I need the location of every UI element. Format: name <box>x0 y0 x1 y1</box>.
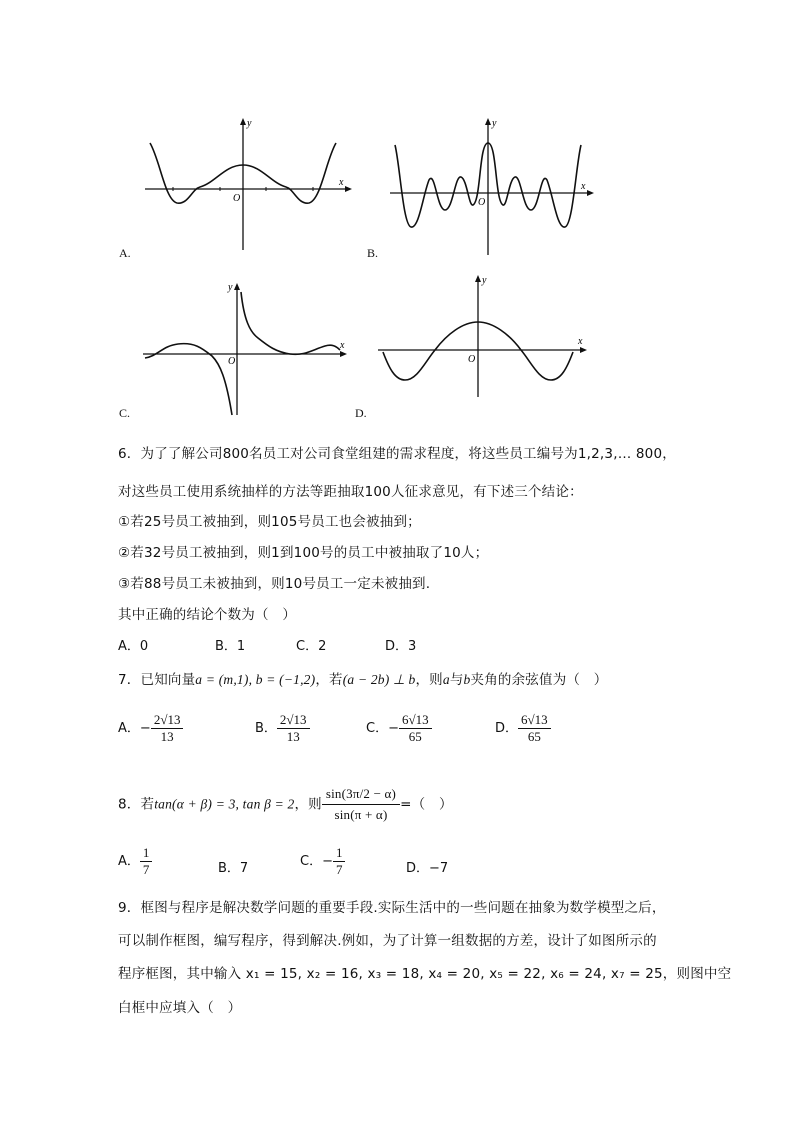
q7-and: 与 <box>449 672 464 688</box>
q8-mid: ，则 <box>294 796 322 813</box>
q8-option-d: D．−7 <box>406 861 449 876</box>
q7-option-a: A．− $\frac{2√13}{13}$ <box>118 712 183 745</box>
y-axis-label: y <box>492 118 497 129</box>
origin-label: O <box>233 193 241 204</box>
graph-a-label: A. <box>119 246 131 260</box>
q6-item1: ①若25号员工被抽到，则105号员工也会被抽到； <box>118 514 421 530</box>
q7-option-c: C．− $\frac{6√13}{65}$ <box>366 712 432 745</box>
y-axis-label: y <box>482 275 487 286</box>
q7-expr1: a = (m,1), b = (−1,2) <box>195 672 316 687</box>
q6-line1: 6．为了了解公司800名员工对公司食堂组建的需求程度，将这些员工编号为1,2,3,… 800， <box>118 446 676 462</box>
y-axis-label: y <box>228 282 233 293</box>
x-axis-label: x <box>340 340 345 351</box>
q7-option-d: D． $\frac{6√13}{65}$ <box>495 712 551 745</box>
q8-prefix: 8．若 <box>118 796 155 813</box>
q9-line2: 可以制作框图，编写程序，得到解决.例如，为了计算一组数据的方差，设计了如图所示的 <box>118 933 657 949</box>
q9-line1: 9．框图与程序是解决数学问题的重要手段.实际生活中的一些问题在抽象为数学模型之后， <box>118 900 666 916</box>
q8-suffix: =（ ） <box>400 796 453 813</box>
x-axis-label: x <box>339 177 344 188</box>
q6-line2: 对这些员工使用系统抽样的方法等距抽取100人征求意见，有下述三个结论： <box>118 484 583 500</box>
x-axis-label: x <box>581 181 586 192</box>
q6-option-a: A．0 <box>118 639 149 654</box>
q7-vector-a: a <box>442 672 450 687</box>
q9-line4: 白框中应填入（ ） <box>118 1000 242 1016</box>
q6-option-b: B．1 <box>215 639 246 654</box>
q8-line <box>118 784 453 825</box>
q6-item2: ②若32号员工被抽到，则1到100号的员工中被抽取了10人； <box>118 545 489 561</box>
q8-condition: tan(α + β) = 3, tan β = 2 <box>154 796 295 812</box>
origin-label: O <box>228 356 236 367</box>
x-axis-label: x <box>578 336 583 347</box>
graph-d-label: D. <box>355 406 367 420</box>
q7-expr2: (a − 2b) ⊥ b <box>342 672 416 687</box>
q8-fraction: $\frac{\sin(3\pi/2 - \alpha)}{\sin(\pi + \alpha)}$ <box>322 784 400 825</box>
q6-option-d: D．3 <box>385 639 417 654</box>
graph-b-label: B. <box>367 246 379 260</box>
graph-b <box>385 115 600 260</box>
q7-mid: ，若 <box>315 672 343 688</box>
q8-option-c: C．− $\frac{1}{7}$ <box>300 845 345 878</box>
y-axis-label: y <box>247 118 252 129</box>
graph-d <box>375 272 590 402</box>
graph-a <box>140 115 355 255</box>
q8-option-a: A． $\frac{1}{7}$ <box>118 845 152 878</box>
q7-mid2: ，则 <box>415 672 443 688</box>
q8-option-b: B．7 <box>218 861 249 876</box>
q6-item3: ③若88号员工未被抽到，则10号员工一定未被抽到. <box>118 576 431 592</box>
q7-option-b: B． $\frac{2√13}{13}$ <box>255 712 310 745</box>
origin-label: O <box>468 354 476 365</box>
q7-vector-b: b <box>463 672 471 687</box>
q6-option-c: C．2 <box>296 639 327 654</box>
graph-c-label: C. <box>119 406 131 420</box>
origin-label: O <box>478 197 486 208</box>
q9-line3: 程序框图，其中输入 x₁ = 15, x₂ = 16, x₃ = 18, x₄ = 20, x₅ = 22, x₆ = 24, x₇ = 25，则图中空 <box>118 966 732 982</box>
q7-prefix: 7．已知向量 <box>118 672 196 688</box>
q6-prompt: 其中正确的结论个数为（ ） <box>118 607 297 623</box>
graph-c <box>140 280 355 420</box>
q7-line <box>118 668 608 688</box>
q7-suffix: 夹角的余弦值为（ ） <box>470 672 608 688</box>
